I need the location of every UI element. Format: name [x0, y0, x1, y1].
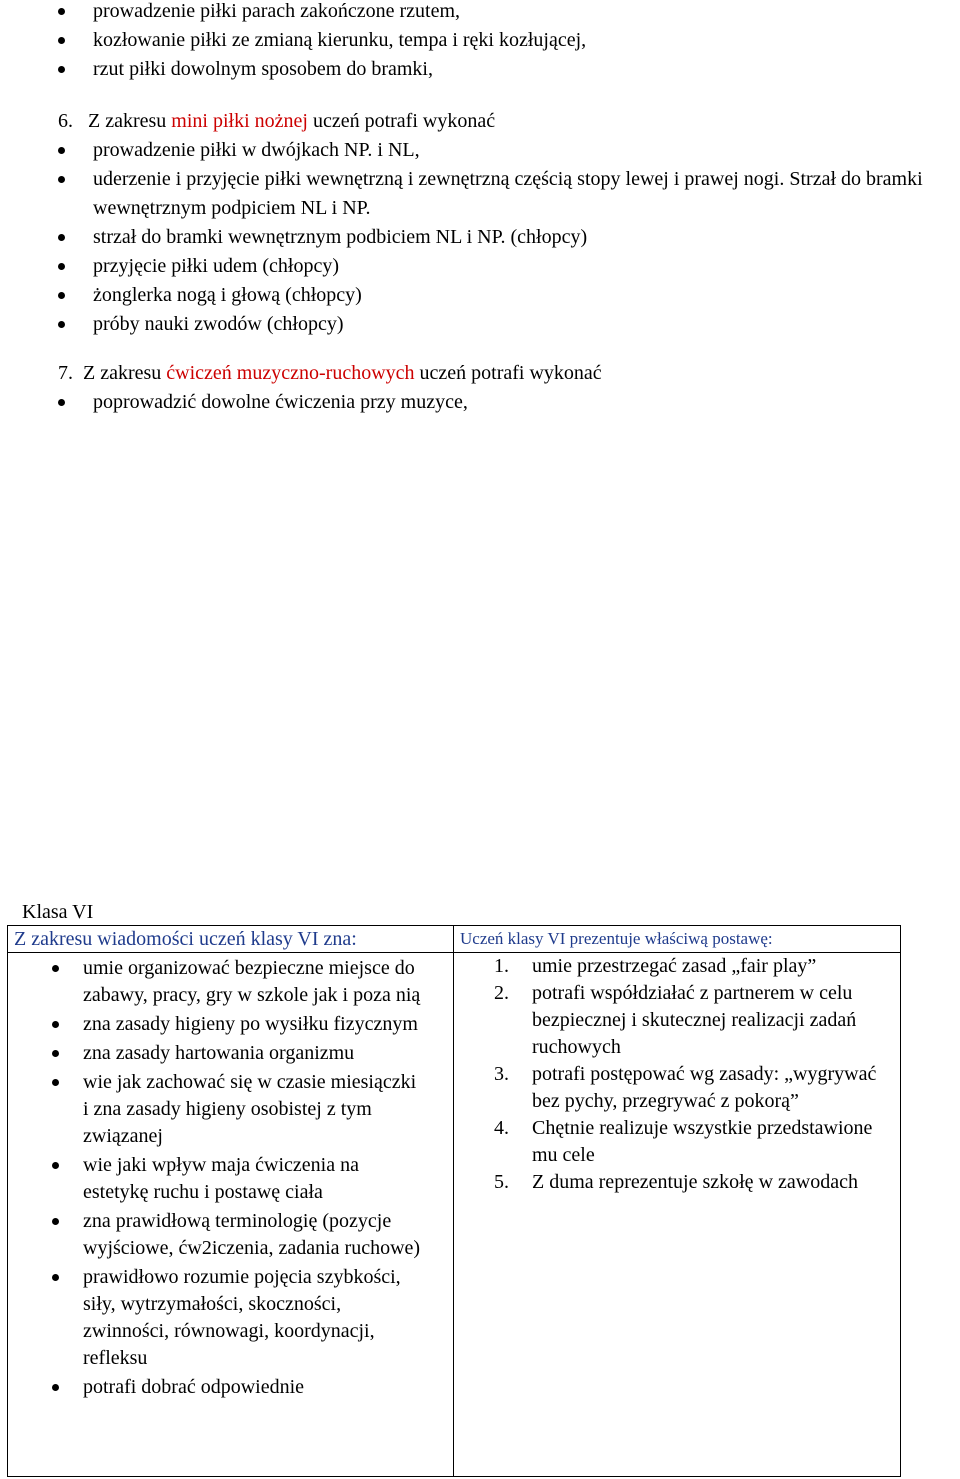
- list-item-text: prowadzenie piłki w dwójkach NP. i NL,: [93, 139, 420, 161]
- list-item: [8, 1040, 453, 1067]
- list-item: [0, 55, 586, 84]
- list-item-text: Z duma reprezentuje szkołę w zawodach: [532, 1171, 858, 1193]
- bullet-icon: [52, 1274, 59, 1281]
- list-item: [8, 1264, 453, 1372]
- bullet-icon: [52, 1384, 59, 1391]
- section-6-heading: [58, 107, 495, 136]
- heading-post: uczeń potrafi wykonać: [312, 110, 496, 132]
- list-number: 5.: [494, 1171, 509, 1193]
- list-number: 2.: [494, 982, 509, 1004]
- list-item-text: Chętnie realizuje wszystkie przedstawione mu cele: [532, 1117, 873, 1166]
- list-item-text: umie organizować bezpieczne miejsce do zabawy, pracy, gry w szkole jak i poza nią: [83, 957, 421, 1006]
- bullet-icon: [58, 37, 65, 44]
- class-label: Klasa VI: [22, 901, 94, 923]
- list-item: [454, 1115, 900, 1169]
- attitude-list: [454, 953, 900, 1196]
- bullet-icon: [58, 292, 65, 299]
- bullet-icon: [58, 66, 65, 73]
- heading-pre: Z zakresu: [83, 362, 162, 384]
- bullet-icon: [58, 234, 65, 241]
- list-item-text: strzał do bramki wewnętrznym podbiciem NL i NP. (chłopcy): [93, 226, 588, 248]
- list-item-text: potrafi współdziałać z partnerem w celu bezpiecznej i skutecznej realizacji zadań ruchowych: [532, 982, 857, 1058]
- list-item: [0, 0, 586, 26]
- list-number: 1.: [494, 955, 509, 977]
- list-item: [0, 26, 586, 55]
- top-bullet-list: [0, 0, 586, 84]
- list-item: [454, 980, 900, 1061]
- heading-highlight: mini piłki nożnej: [171, 110, 308, 132]
- section-6-list: [0, 136, 960, 339]
- heading-pre: Z zakresu: [88, 110, 167, 132]
- list-item-text: zna zasady higieny po wysiłku fizycznym: [83, 1013, 418, 1035]
- list-item: [8, 1374, 453, 1401]
- list-item: [0, 281, 960, 310]
- list-item: [0, 252, 960, 281]
- list-item-text: prawidłowo rozumie pojęcia szybkości, siły, wytrzymałości, skoczności, zwinności, równowagi, koordynacji, refleksu: [83, 1266, 401, 1369]
- bullet-icon: [58, 321, 65, 328]
- left-column-header: [8, 926, 454, 953]
- list-item-text: poprowadzić dowolne ćwiczenia przy muzyce,: [93, 391, 468, 413]
- left-column-cell: [8, 953, 454, 1477]
- list-item-text: przyjęcie piłki udem (chłopcy): [93, 255, 340, 277]
- list-item-text: wie jaki wpływ maja ćwiczenia na estetykę ruchu i postawę ciała: [83, 1154, 359, 1203]
- list-item-text: zna zasady hartowania organizmu: [83, 1042, 355, 1064]
- list-item: [0, 165, 960, 223]
- right-column-cell: [454, 953, 901, 1477]
- knowledge-list: [8, 953, 453, 1401]
- list-item-text: uderzenie i przyjęcie piłki wewnętrzną i zewnętrzną częścią stopy lewej i prawej nogi. Strzał do bramki wewnętrznym podpiciem NL i NP.: [93, 168, 923, 219]
- requirements-table: [7, 925, 901, 1477]
- bullet-icon: [52, 1162, 59, 1169]
- list-item-text: prowadzenie piłki parach zakończone rzutem,: [93, 0, 461, 22]
- bullet-icon: [58, 147, 65, 154]
- list-number: 4.: [494, 1117, 509, 1139]
- bullet-icon: [52, 965, 59, 972]
- list-item-text: żonglerka nogą i głową (chłopcy): [93, 284, 362, 306]
- section-7-heading: [58, 359, 602, 388]
- list-item: [454, 953, 900, 980]
- list-number: 3.: [494, 1063, 509, 1085]
- list-item: [8, 1069, 453, 1150]
- bullet-icon: [58, 8, 65, 15]
- right-column-header: [454, 926, 901, 953]
- bullet-icon: [52, 1050, 59, 1057]
- list-item-text: umie przestrzegać zasad „fair play”: [532, 955, 817, 977]
- list-item-text: rzut piłki dowolnym sposobem do bramki,: [93, 58, 433, 80]
- bullet-icon: [52, 1079, 59, 1086]
- bullet-icon: [52, 1218, 59, 1225]
- right-header-text: Uczeń klasy VI prezentuje właściwą postawę:: [460, 929, 773, 948]
- left-header-text: Z zakresu wiadomości uczeń klasy VI zna:: [14, 928, 357, 950]
- list-item-text: wie jak zachować się w czasie miesiączki i zna zasady higieny osobistej z tym związanej: [83, 1071, 417, 1147]
- section-number: 7.: [58, 362, 73, 384]
- heading-highlight: ćwiczeń muzyczno-ruchowych: [166, 362, 415, 384]
- list-item-text: próby nauki zwodów (chłopcy): [93, 313, 344, 335]
- list-item: [454, 1169, 900, 1196]
- bullet-icon: [58, 176, 65, 183]
- list-item: [8, 1152, 453, 1206]
- bullet-icon: [58, 399, 65, 406]
- list-item: [8, 955, 453, 1009]
- list-item: [0, 136, 960, 165]
- bullet-icon: [52, 1021, 59, 1028]
- section-7-list: [0, 388, 468, 417]
- list-item: [8, 1011, 453, 1038]
- heading-post: uczeń potrafi wykonać: [419, 362, 602, 384]
- section-number: 6.: [58, 110, 73, 132]
- list-item-text: kozłowanie piłki ze zmianą kierunku, tempa i ręki kozłującej,: [93, 29, 587, 51]
- list-item: [0, 223, 960, 252]
- bullet-icon: [58, 263, 65, 270]
- list-item: [0, 388, 468, 417]
- list-item: [0, 310, 960, 339]
- list-item: [8, 1208, 453, 1262]
- list-item-text: potrafi dobrać odpowiednie: [83, 1376, 305, 1398]
- list-item: [454, 1061, 900, 1115]
- list-item-text: potrafi postępować wg zasady: „wygrywać bez pychy, przegrywać z pokorą”: [532, 1063, 877, 1112]
- list-item-text: zna prawidłową terminologię (pozycje wyjściowe, ćw2iczenia, zadania ruchowe): [83, 1210, 421, 1259]
